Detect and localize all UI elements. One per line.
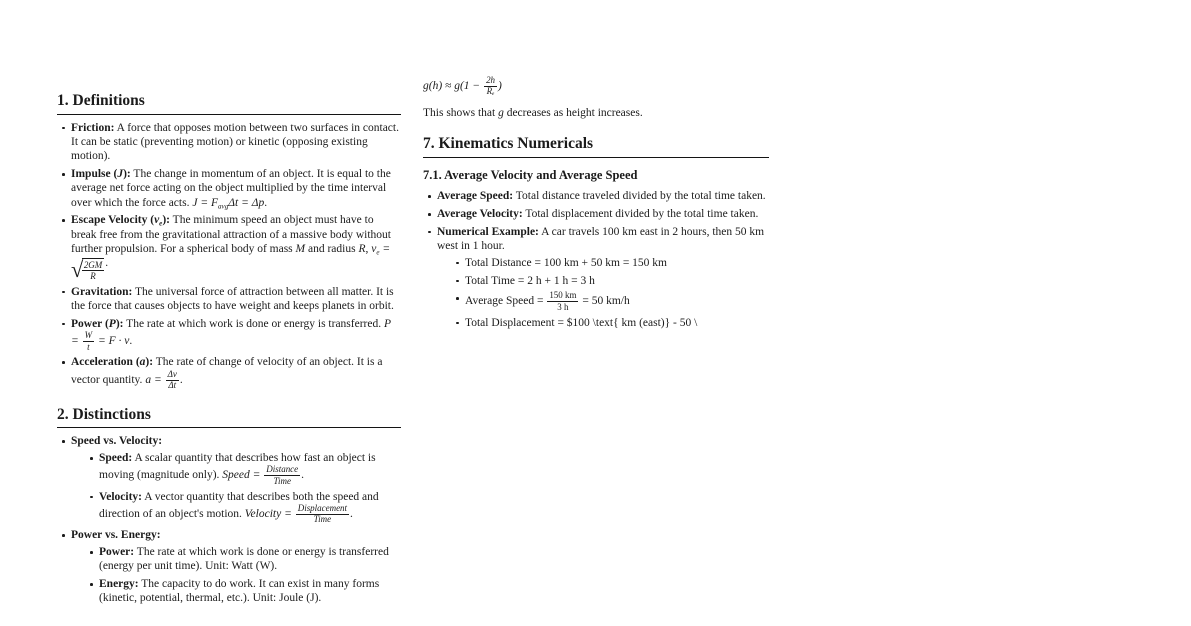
section-heading-distinctions: 2. Distinctions — [57, 406, 401, 429]
right-column — [423, 75, 769, 333]
list-item — [85, 451, 401, 486]
text-run: a — [139, 356, 146, 369]
definitions-section — [57, 92, 401, 391]
text-run: . — [105, 257, 109, 270]
bullet-icon — [90, 551, 93, 554]
fraction-denominator: R — [90, 270, 96, 281]
bullet-icon — [90, 457, 93, 460]
list-item-text — [71, 168, 391, 209]
text-run: The rate at which work is done or energy is transferred (energy per unit time). Unit: Watt (W). — [99, 545, 389, 573]
bullet-icon — [62, 291, 65, 294]
fraction-numerator: W — [84, 330, 93, 341]
fraction-numerator: Distance — [266, 464, 299, 475]
list-item-text — [71, 214, 391, 282]
term-label: Gravitation: — [71, 285, 133, 298]
text-run: A force that opposes motion between two surfaces in contact. It can be static (preventing motion) or kinetic (opposing existing motion). — [71, 121, 399, 163]
list-item — [423, 225, 769, 330]
fraction-numerator: 150 km — [549, 290, 577, 301]
text-run: A car travels 100 km east in 2 hours, then 50 km west in 1 hour. — [437, 225, 765, 253]
text-run: Average Speed = — [465, 295, 547, 308]
bullet-icon — [456, 280, 459, 283]
list-item — [423, 207, 769, 221]
subscript: e — [159, 219, 163, 228]
text-run: = 50 km/h — [579, 295, 630, 308]
sublist — [437, 256, 769, 330]
math-run: J = F — [192, 196, 218, 209]
text-run: J — [117, 168, 124, 181]
bullet-icon — [90, 583, 93, 586]
list-item — [57, 317, 401, 352]
list-item-text — [99, 546, 389, 572]
list-item — [57, 213, 401, 281]
bullet-icon — [456, 262, 459, 265]
list-item-text — [71, 317, 391, 352]
term-label: Escape Velocity ( — [71, 214, 155, 227]
text-run: and radius — [305, 242, 359, 255]
gravity-note-paragraph — [423, 106, 769, 120]
term-label: Impulse ( — [71, 168, 118, 181]
term-label: Power ( — [71, 317, 109, 330]
term-label: Average Velocity: — [437, 208, 523, 221]
text-run: A scalar quantity that describes how fast an object is moving (magnitude only). — [99, 452, 376, 482]
text-run: The rate at which work is done or energy is transferred. — [123, 317, 384, 330]
list-item — [451, 316, 769, 330]
math-run: P = — [71, 317, 391, 347]
bullet-icon — [62, 534, 65, 537]
math-run: g(h) ≈ g(1 − — [423, 79, 484, 92]
math-run: v — [371, 242, 377, 255]
distinctions-list — [57, 434, 401, 605]
fraction-denominator: Rₑ — [486, 86, 495, 97]
text-run: , — [365, 242, 372, 255]
bullet-icon — [62, 361, 65, 364]
list-item — [85, 577, 401, 606]
term-label: Average Speed: — [437, 190, 514, 203]
list-item — [451, 274, 769, 288]
term-label: ): — [115, 317, 124, 330]
section-heading-definitions: 1. Definitions — [57, 92, 401, 115]
distinctions-section — [57, 406, 401, 606]
list-item-text — [437, 226, 764, 252]
text-run: 100 km + 50 km = 150 km — [543, 256, 667, 269]
list-item — [451, 291, 769, 312]
list-item-text — [99, 452, 376, 486]
term-label: ): — [162, 214, 171, 227]
bullet-icon — [62, 219, 65, 222]
list-item — [57, 528, 401, 605]
text-run: . — [264, 196, 268, 209]
text-run: The change in momentum of an object. It is equal to the average net force acting on the object multiplied by the time interval over which the force acts. — [71, 168, 391, 209]
fraction-numerator: 2GM — [83, 259, 103, 270]
term-label: Power: — [99, 545, 135, 558]
list-item — [423, 189, 769, 203]
bullet-icon — [62, 127, 65, 130]
text-run: Total Distance = — [465, 256, 544, 269]
definitions-list — [57, 121, 401, 391]
fraction-denominator: Time — [313, 514, 332, 525]
subscript: avg — [217, 202, 229, 211]
fraction-denominator: 3 h — [557, 301, 569, 312]
bullet-icon — [90, 496, 93, 499]
text-run: . — [129, 335, 133, 347]
fraction — [264, 465, 300, 486]
text-run: The capacity to do work. It can exist in many forms (kinetic, potential, thermal, etc.). Unit: Joule (J). — [99, 577, 380, 605]
bullet-icon — [62, 173, 65, 176]
bullet-icon — [428, 213, 431, 216]
sublist — [71, 451, 401, 525]
list-item — [85, 490, 401, 525]
math-run: g — [498, 106, 504, 119]
list-item-text — [465, 257, 667, 269]
bullet-icon — [428, 231, 431, 234]
list-item — [57, 121, 401, 164]
list-item — [57, 167, 401, 210]
term-label: Friction: — [71, 121, 115, 134]
text-run: v — [154, 214, 160, 227]
text-run: decreases as height increases. — [503, 106, 643, 119]
section-heading-kinematics: 7. Kinematics Numericals — [423, 135, 769, 158]
list-item — [57, 285, 401, 314]
list-item-text — [71, 286, 394, 312]
bullet-icon — [428, 195, 431, 198]
text-run: This shows that — [423, 106, 499, 119]
math-run: a = — [145, 373, 165, 386]
kinematics-list — [423, 189, 769, 330]
square-root — [71, 258, 105, 281]
gravity-height-formula — [423, 76, 769, 97]
list-item-text — [437, 190, 766, 202]
list-item — [85, 545, 401, 574]
math-run: M — [295, 242, 306, 255]
list-item-text — [71, 529, 161, 541]
left-column — [57, 86, 401, 609]
text-run: Total Displacement = $100 \text{ km (east)} - 50 \ — [465, 316, 698, 329]
text-run: 2 h + 1 h = 3 h — [527, 274, 595, 287]
subsection-heading-average-velocity: 7.1. Average Velocity and Average Speed — [423, 167, 638, 182]
fraction — [83, 331, 94, 352]
bullet-icon — [62, 323, 65, 326]
fraction — [166, 370, 179, 391]
math-run: = F · v — [95, 335, 130, 347]
fraction-numerator: 2h — [486, 75, 496, 85]
subscript: e — [376, 248, 380, 257]
term-label: Velocity: — [99, 490, 143, 503]
math-run: ) — [498, 79, 502, 92]
list-item-text — [437, 208, 758, 220]
bullet-icon — [456, 297, 459, 300]
fraction-denominator: Δt — [168, 380, 177, 391]
text-run: . — [350, 507, 353, 520]
math-run: Δt = Δp — [228, 196, 265, 209]
fraction — [82, 258, 104, 281]
text-run: The universal force of attraction between all matter. It is the force that causes objects to have weight and keeps planets in orbit. — [71, 285, 394, 313]
term-label: Power vs. Energy: — [71, 529, 161, 542]
term-label: Energy: — [99, 577, 139, 590]
bullet-icon — [62, 440, 65, 443]
list-item-text — [465, 275, 595, 287]
term-label: ): — [145, 356, 154, 369]
text-run: Total distance traveled divided by the total time taken. — [513, 190, 766, 203]
radical-icon: √ — [71, 256, 84, 282]
list-item-text — [99, 578, 379, 604]
term-label: Speed: — [99, 452, 133, 465]
text-run: . — [179, 373, 183, 386]
fraction — [547, 291, 578, 312]
bullet-icon — [456, 322, 459, 325]
fraction-denominator: t — [87, 341, 90, 352]
text-run: Total displacement divided by the total time taken. — [522, 208, 759, 221]
list-item — [451, 256, 769, 270]
math-run: Speed = — [222, 469, 264, 482]
term-label: ): — [123, 168, 131, 181]
list-item-text — [71, 122, 399, 163]
list-item — [57, 434, 401, 524]
text-run: The rate of change of velocity of an object. It is a vector quantity. — [71, 356, 383, 386]
fraction-numerator: Δv — [167, 368, 177, 379]
term-label: Speed vs. Velocity: — [71, 435, 163, 448]
fraction — [296, 504, 349, 525]
math-run: = — [379, 242, 391, 255]
term-label: Numerical Example: — [437, 225, 539, 238]
text-run: P — [108, 317, 116, 330]
text-run: . — [301, 469, 305, 482]
list-item-text — [465, 317, 697, 329]
fraction — [484, 76, 497, 97]
text-run: A vector quantity that describes both the speed and direction of an object's motion. — [99, 490, 379, 520]
list-item-text — [71, 435, 162, 447]
text-run: Total Time = — [465, 274, 528, 287]
sublist — [71, 545, 401, 606]
list-item-text — [99, 490, 379, 525]
text-run: The minimum speed an object must have to break free from the gravitational attraction of a massive body without further propulsion. For a spherical body of mass — [71, 214, 391, 255]
term-label: Acceleration ( — [71, 356, 140, 369]
math-run: Velocity = — [244, 507, 295, 520]
list-item — [57, 355, 401, 390]
list-item-text — [465, 290, 630, 312]
fraction-denominator: Time — [273, 475, 291, 486]
fraction-numerator: Displacement — [297, 502, 348, 513]
math-run: R — [358, 242, 366, 255]
